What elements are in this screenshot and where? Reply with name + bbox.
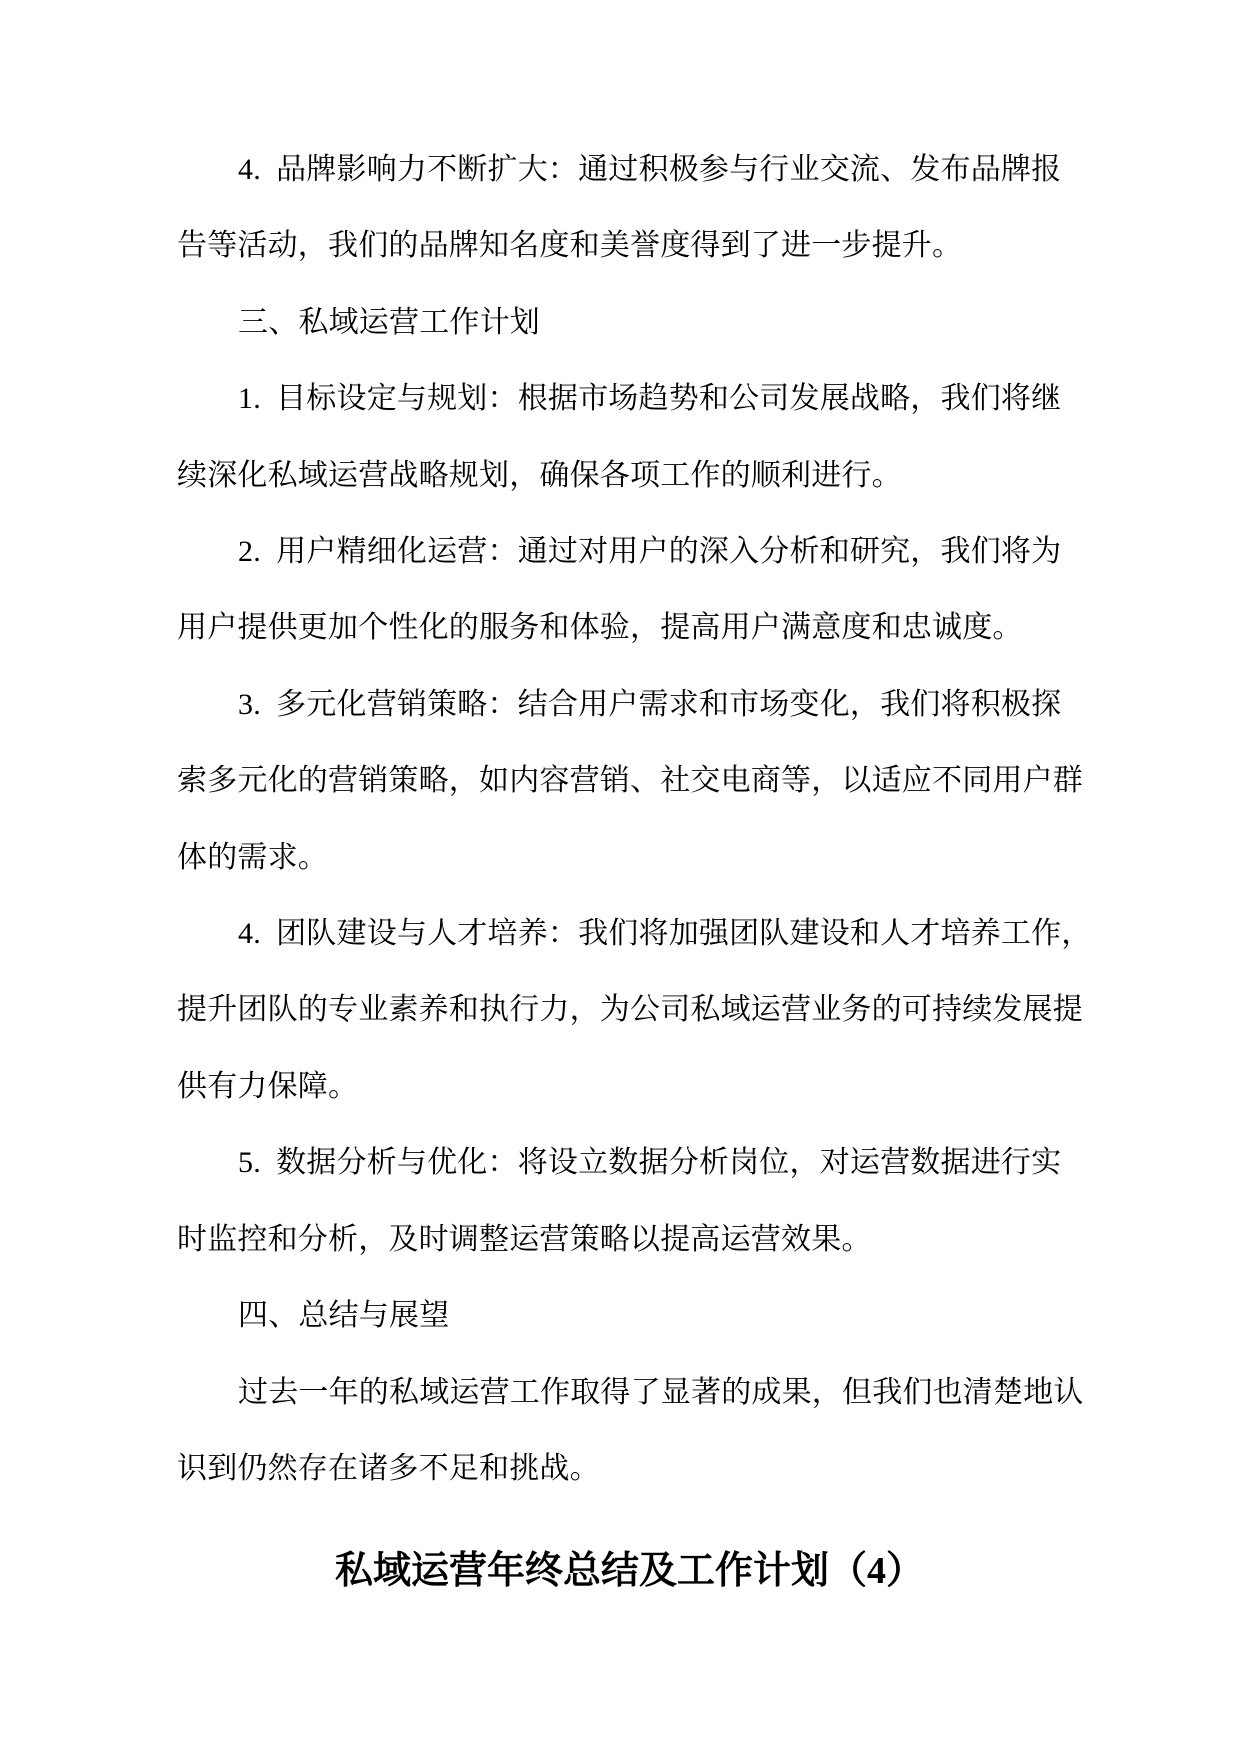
text-line: 3. 多元化营销策略：结合用户需求和市场变化，我们将积极探 xyxy=(238,687,1062,721)
text-line: 体的需求。 xyxy=(177,840,328,874)
text-line: 时监控和分析，及时调整运营策略以提高运营效果。 xyxy=(177,1222,872,1256)
text-line: 识到仍然存在诸多不足和挑战。 xyxy=(177,1451,600,1485)
text-line: 索多元化的营销策略，如内容营销、社交电商等，以适应不同用户群 xyxy=(177,764,1083,798)
text-line: 提升团队的专业素养和执行力，为公司私域运营业务的可持续发展提 xyxy=(177,993,1083,1027)
text-line: 过去一年的私域运营工作取得了显著的成果，但我们也清楚地认 xyxy=(238,1375,1084,1409)
text-line: 四、总结与展望 xyxy=(238,1299,450,1333)
text-line: 用户提供更加个性化的服务和体验，提高用户满意度和忠诚度。 xyxy=(177,611,1023,645)
text-line: 供有力保障。 xyxy=(177,1069,359,1103)
text-line: 2. 用户精细化运营：通过对用户的深入分析和研究，我们将为 xyxy=(238,535,1062,569)
text-line: 4. 品牌影响力不断扩大：通过积极参与行业交流、发布品牌报 xyxy=(238,153,1062,186)
section-heading: 私域运营年终总结及工作计划（4） xyxy=(334,1550,924,1592)
text-line: 4. 团队建设与人才培养：我们将加强团队建设和人才培养工作， xyxy=(238,917,1092,951)
text-line: 三、私域运营工作计划 xyxy=(238,305,540,339)
document-body xyxy=(177,132,1092,1507)
text-line: 告等活动，我们的品牌知名度和美誉度得到了进一步提升。 xyxy=(177,229,963,263)
text-line: 5. 数据分析与优化：将设立数据分析岗位，对运营数据进行实 xyxy=(238,1146,1062,1180)
text-line: 1. 目标设定与规划：根据市场趋势和公司发展战略，我们将继 xyxy=(238,382,1062,416)
text-line: 续深化私域运营战略规划，确保各项工作的顺利进行。 xyxy=(177,458,902,492)
